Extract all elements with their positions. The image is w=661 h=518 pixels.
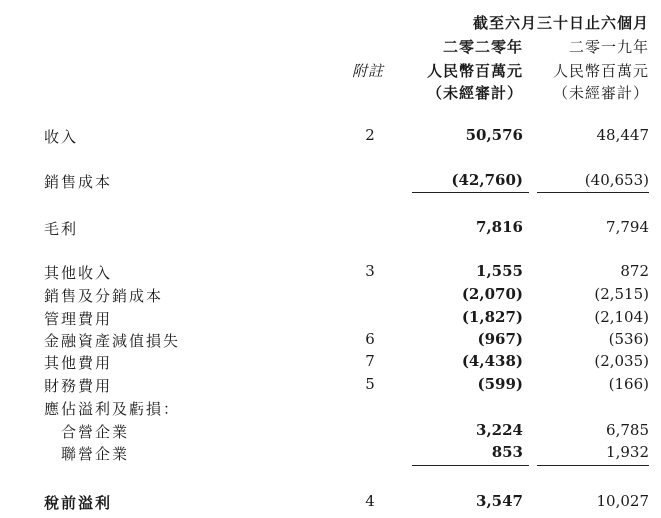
row-current-associates: 853 (491, 443, 523, 461)
row-prior-gross-profit: 7,794 (606, 218, 649, 236)
row-label-selling-costs: 銷售及分銷成本 (44, 287, 164, 305)
row-label-impairment: 金融資產減值損失 (44, 332, 181, 350)
row-label-other-expenses: 其他費用 (44, 354, 113, 372)
row-current-finance-costs: (599) (477, 375, 523, 393)
row-prior-finance-costs: (166) (608, 375, 649, 393)
row-label-admin-expenses: 管理費用 (44, 310, 113, 328)
row-prior-revenue: 48,447 (596, 126, 649, 144)
row-prior-other-expenses: (2,035) (594, 352, 649, 370)
row-current-impairment: (967) (477, 330, 523, 348)
row-prior-selling-costs: (2,515) (594, 285, 649, 303)
row-prior-joint-ventures: 6,785 (606, 421, 649, 439)
row-current-admin-expenses: (1,827) (461, 308, 523, 326)
total-rule-current (412, 465, 529, 466)
row-prior-cost-of-sales: (40,653) (584, 171, 649, 189)
row-label-finance-costs: 財務費用 (44, 377, 113, 395)
row-note-other-income: 3 (365, 262, 375, 280)
row-label-gross-profit: 毛利 (44, 220, 79, 238)
row-prior-profit-before-tax: 10,027 (596, 492, 649, 510)
row-label-other-income: 其他收入 (44, 264, 113, 282)
row-current-other-income: 1,555 (476, 262, 523, 280)
total-rule-prior (537, 465, 649, 466)
row-note-revenue: 2 (365, 126, 375, 144)
row-label-cost-of-sales: 銷售成本 (44, 173, 113, 191)
row-note-profit-before-tax: 4 (365, 492, 375, 510)
row-current-cost-of-sales: (42,760) (451, 171, 523, 189)
period-heading: 截至六月三十日止六個月 (472, 14, 649, 32)
audit-prior-heading: （未經審計） (552, 84, 649, 102)
row-prior-other-income: 872 (620, 262, 649, 280)
row-current-selling-costs: (2,070) (461, 285, 523, 303)
year-prior-heading: 二零一九年 (568, 38, 649, 56)
row-label-share-of-profits: 應佔溢利及虧損： (44, 400, 181, 418)
subtotal-rule-prior (537, 192, 649, 193)
unit-current-heading: 人民幣百萬元 (426, 62, 523, 80)
row-prior-associates: 1,932 (606, 443, 649, 461)
row-current-profit-before-tax: 3,547 (476, 492, 523, 510)
row-label-associates: 聯營企業 (61, 445, 130, 463)
row-prior-admin-expenses: (2,104) (594, 308, 649, 326)
row-current-gross-profit: 7,816 (476, 218, 523, 236)
row-label-profit-before-tax: 稅前溢利 (44, 494, 113, 512)
notes-column-heading: 附註 (352, 62, 385, 80)
row-prior-impairment: (536) (608, 330, 649, 348)
subtotal-rule-current (412, 192, 529, 193)
unit-prior-heading: 人民幣百萬元 (552, 62, 649, 80)
row-note-impairment: 6 (365, 330, 375, 348)
row-label-revenue: 收入 (44, 128, 79, 146)
row-current-revenue: 50,576 (465, 126, 523, 144)
row-label-joint-ventures: 合營企業 (61, 423, 130, 441)
audit-current-heading: （未經審計） (426, 84, 523, 102)
row-note-finance-costs: 5 (365, 375, 375, 393)
year-current-heading: 二零二零年 (442, 38, 523, 56)
row-current-joint-ventures: 3,224 (476, 421, 523, 439)
row-current-other-expenses: (4,438) (461, 352, 523, 370)
row-note-other-expenses: 7 (365, 352, 375, 370)
